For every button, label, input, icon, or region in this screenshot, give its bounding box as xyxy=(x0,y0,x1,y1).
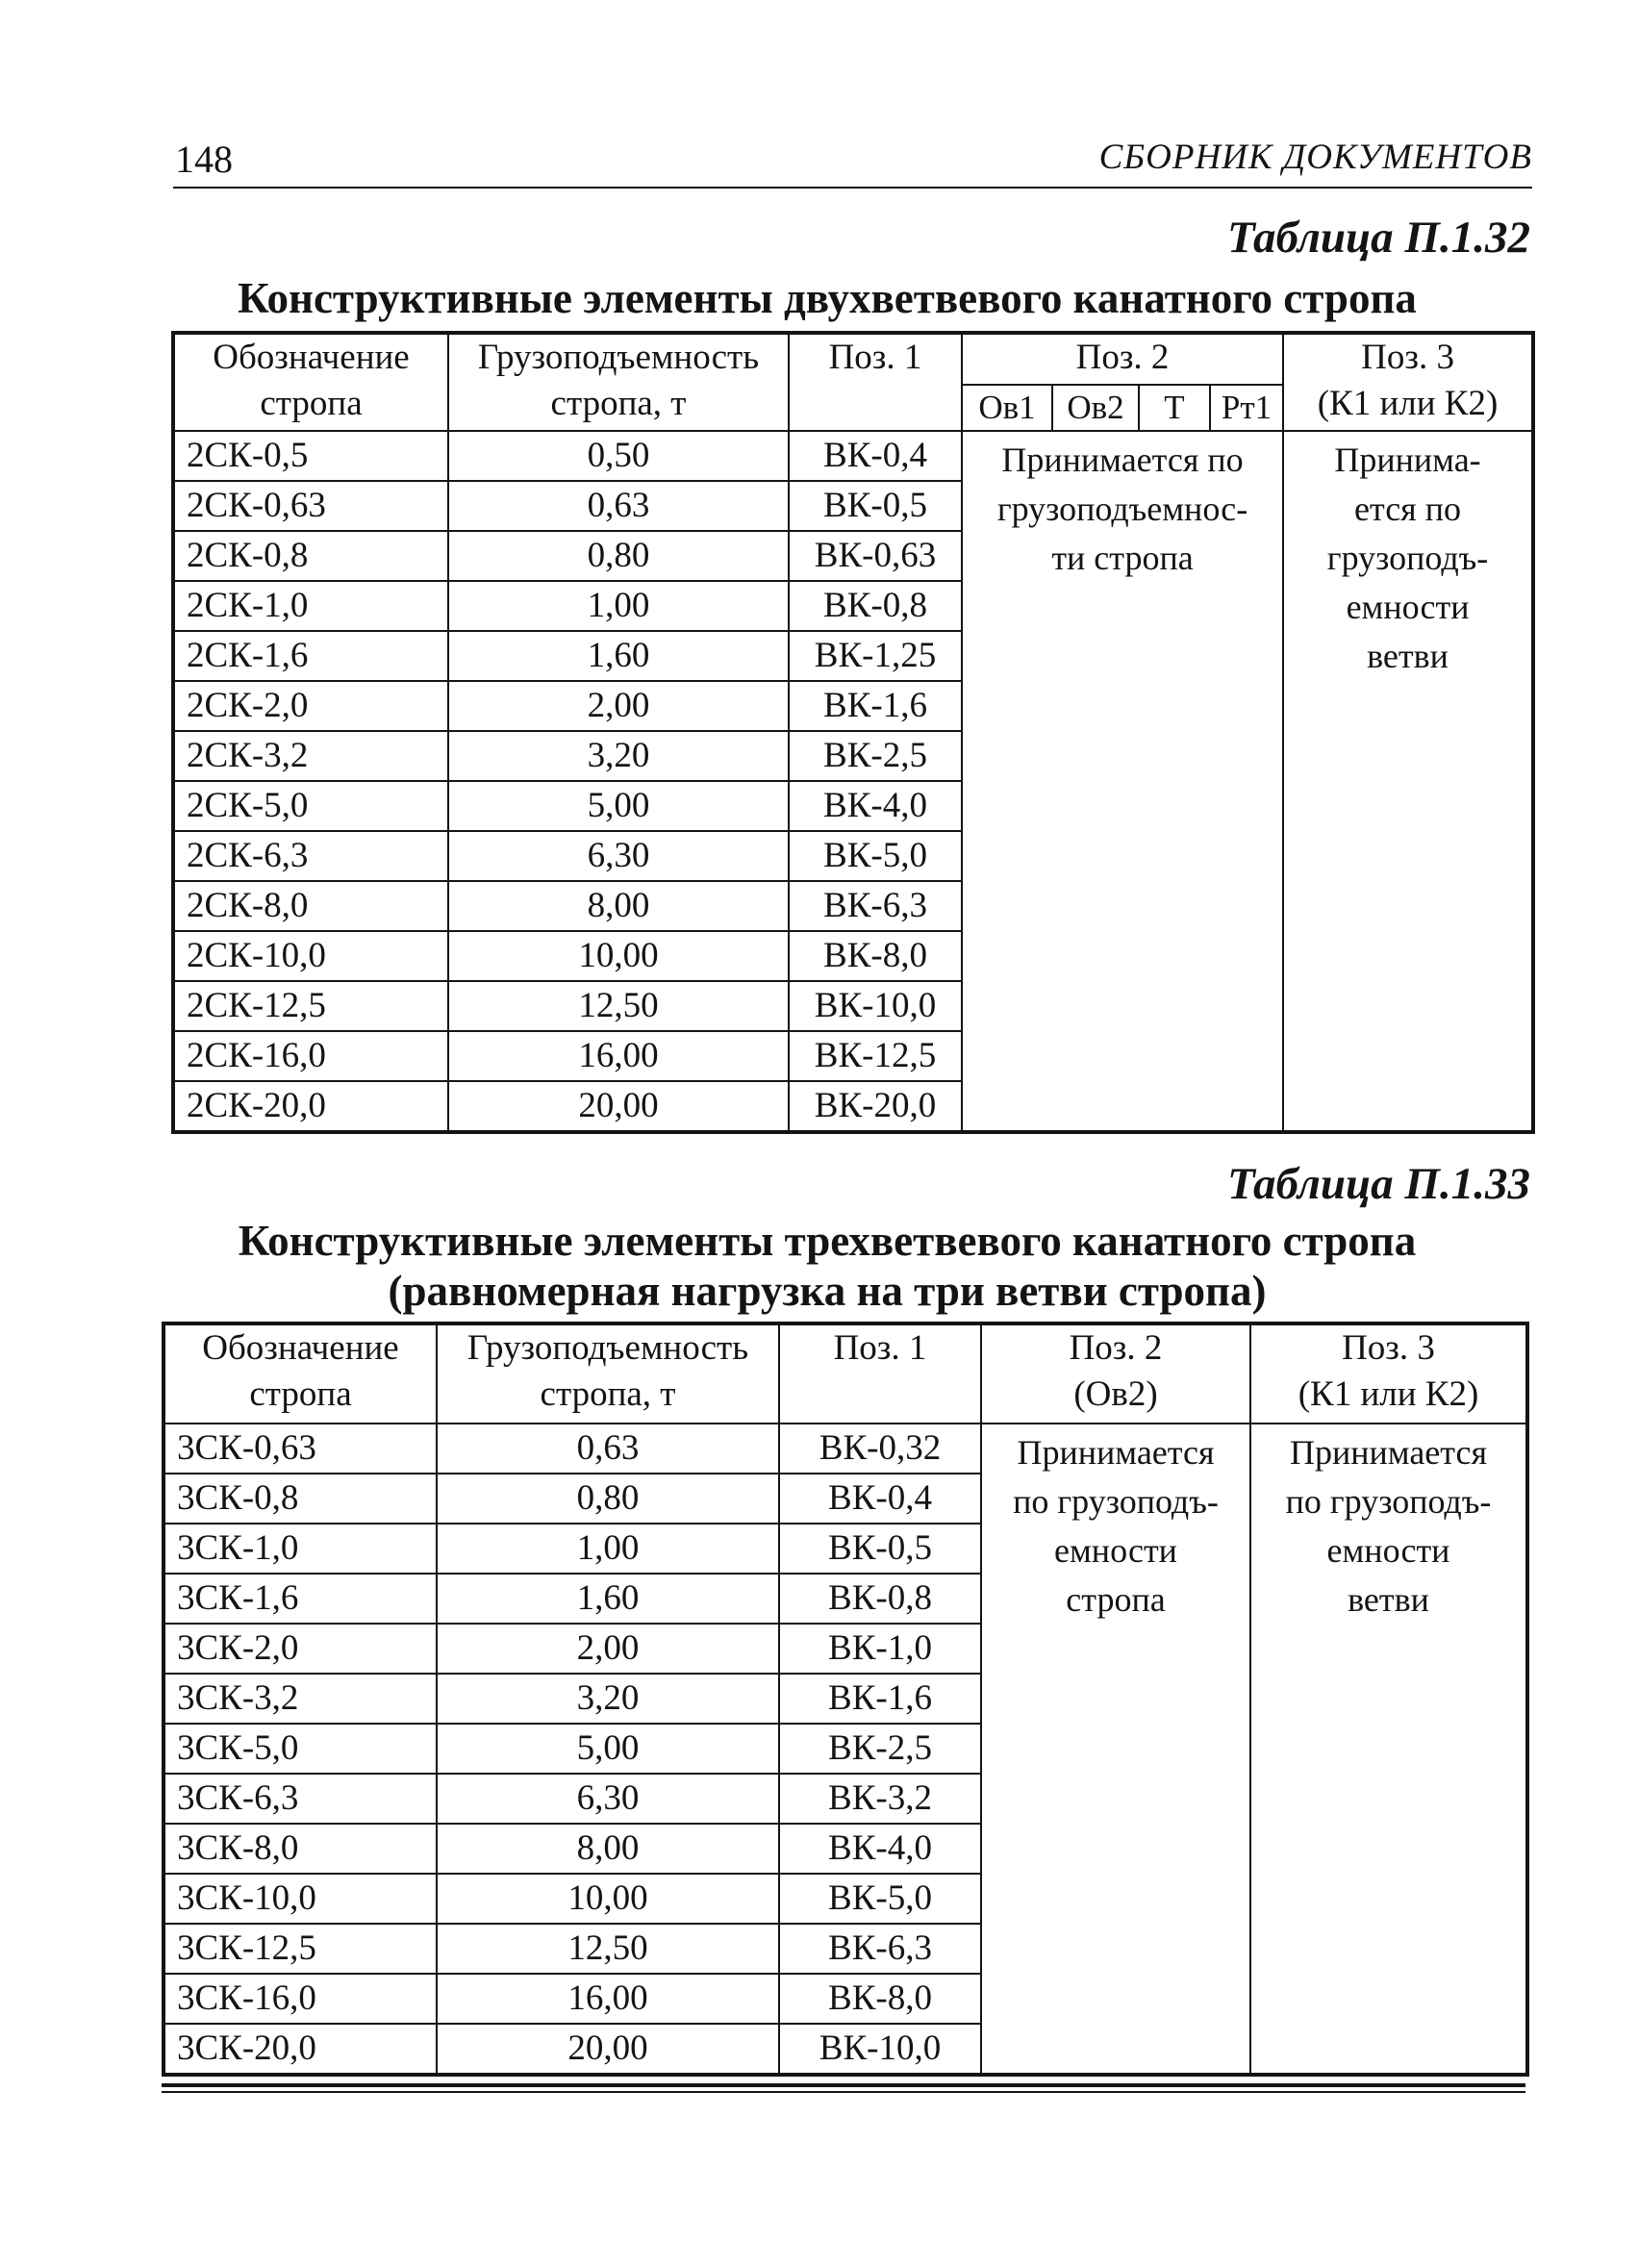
pos1-cell: ВК-10,0 xyxy=(789,981,962,1031)
designation-cell: 3СК-0,63 xyxy=(164,1424,437,1474)
pos1-cell: ВК-20,0 xyxy=(789,1081,962,1132)
designation-cell: 2СК-0,63 xyxy=(173,481,448,531)
designation-cell: 3СК-20,0 xyxy=(164,2024,437,2075)
pos1-cell: ВК-2,5 xyxy=(789,731,962,781)
table1 xyxy=(171,331,1535,1134)
designation-cell: 3СК-8,0 xyxy=(164,1824,437,1874)
capacity-cell: 0,50 xyxy=(448,431,789,481)
table2-header-designation: Обозначение стропа xyxy=(164,1323,437,1424)
pos2-note-line: ти стропа xyxy=(1051,539,1194,577)
pos1-cell: ВК-12,5 xyxy=(789,1031,962,1081)
pos1-cell: ВК-2,5 xyxy=(779,1724,981,1774)
pos3-note-line: по грузоподъ- xyxy=(1285,1482,1492,1521)
designation-cell: 3СК-10,0 xyxy=(164,1874,437,1924)
table2 xyxy=(162,1322,1529,2077)
table1-title: Конструктивные элементы двухветвевого канатного стропа xyxy=(238,274,1417,322)
pos3-note-line: Принимается xyxy=(1290,1433,1487,1472)
table2-header-pos3: Поз. 3 (К1 или К2) xyxy=(1250,1323,1527,1424)
pos1-cell: ВК-1,6 xyxy=(789,681,962,731)
designation-cell: 3СК-2,0 xyxy=(164,1624,437,1674)
designation-cell: 2СК-0,5 xyxy=(173,431,448,481)
designation-cell: 3СК-6,3 xyxy=(164,1774,437,1824)
pos1-cell: ВК-1,0 xyxy=(779,1624,981,1674)
pos1-cell: ВК-8,0 xyxy=(789,931,962,981)
pos1-cell: ВК-4,0 xyxy=(789,781,962,831)
table1-header-designation: Обозначение стропа xyxy=(173,333,448,431)
pos2-note-line: емности xyxy=(1054,1531,1177,1570)
pos1-cell: ВК-5,0 xyxy=(789,831,962,881)
capacity-cell: 0,63 xyxy=(448,481,789,531)
capacity-cell: 10,00 xyxy=(448,931,789,981)
table1-header-pos1: Поз. 1 xyxy=(789,333,962,431)
bottom-rule xyxy=(162,2083,1525,2087)
table1-subheader-t: Т xyxy=(1139,385,1210,431)
pos1-cell: ВК-3,2 xyxy=(779,1774,981,1824)
pos3-note-line: емности xyxy=(1346,588,1470,626)
pos1-cell: ВК-6,3 xyxy=(779,1924,981,1974)
pos3-note-line: грузоподъ- xyxy=(1326,539,1489,577)
pos2-note-line: грузоподъемнос- xyxy=(996,490,1248,528)
table2-title-line1: Конструктивные элементы трехветвевого канатного стропа xyxy=(238,1217,1417,1265)
table1-subheader-rt1: Рт1 xyxy=(1210,385,1283,431)
capacity-cell: 12,50 xyxy=(448,981,789,1031)
designation-cell: 2СК-10,0 xyxy=(173,931,448,981)
capacity-cell: 2,00 xyxy=(437,1624,779,1674)
capacity-cell: 20,00 xyxy=(437,2024,779,2075)
capacity-cell: 1,00 xyxy=(448,581,789,631)
pos1-cell: ВК-0,5 xyxy=(789,481,962,531)
pos2-note-line: стропа xyxy=(1066,1580,1166,1619)
pos3-note-line: ветви xyxy=(1348,1580,1429,1619)
capacity-cell: 16,00 xyxy=(437,1974,779,2024)
table2-label: Таблица П.1.33 xyxy=(1226,1159,1530,1209)
capacity-cell: 1,60 xyxy=(437,1574,779,1624)
designation-cell: 2СК-0,8 xyxy=(173,531,448,581)
pos1-cell: ВК-0,32 xyxy=(779,1424,981,1474)
pos1-cell: ВК-0,8 xyxy=(789,581,962,631)
pos2-note-line: Принимается xyxy=(1017,1433,1215,1472)
designation-cell: 2СК-2,0 xyxy=(173,681,448,731)
capacity-cell: 3,20 xyxy=(448,731,789,781)
designation-cell: 2СК-3,2 xyxy=(173,731,448,781)
table-row xyxy=(173,431,1533,481)
capacity-cell: 10,00 xyxy=(437,1874,779,1924)
designation-cell: 2СК-16,0 xyxy=(173,1031,448,1081)
pos2-note-line: по грузоподъ- xyxy=(1013,1482,1219,1521)
pos1-cell: ВК-0,5 xyxy=(779,1524,981,1574)
capacity-cell: 20,00 xyxy=(448,1081,789,1132)
capacity-cell: 3,20 xyxy=(437,1674,779,1724)
pos1-cell: ВК-0,63 xyxy=(789,531,962,581)
pos1-cell: ВК-4,0 xyxy=(779,1824,981,1874)
designation-cell: 3СК-16,0 xyxy=(164,1974,437,2024)
capacity-cell: 0,80 xyxy=(448,531,789,581)
pos1-cell: ВК-0,4 xyxy=(779,1474,981,1524)
capacity-cell: 6,30 xyxy=(448,831,789,881)
capacity-cell: 6,30 xyxy=(437,1774,779,1824)
designation-cell: 3СК-1,6 xyxy=(164,1574,437,1624)
table1-header-capacity: Грузоподъемность стропа, т xyxy=(448,333,789,431)
table1-header-pos2: Поз. 2 xyxy=(962,333,1283,385)
table1-header-pos3: Поз. 3 (К1 или К2) xyxy=(1283,333,1533,431)
page-number: 148 xyxy=(175,138,233,181)
capacity-cell: 5,00 xyxy=(437,1724,779,1774)
capacity-cell: 12,50 xyxy=(437,1924,779,1974)
designation-cell: 2СК-8,0 xyxy=(173,881,448,931)
capacity-cell: 1,60 xyxy=(448,631,789,681)
pos2-note xyxy=(981,1424,1250,2075)
designation-cell: 3СК-0,8 xyxy=(164,1474,437,1524)
pos1-cell: ВК-8,0 xyxy=(779,1974,981,2024)
pos3-note-line: емности xyxy=(1326,1531,1450,1570)
pos1-cell: ВК-0,4 xyxy=(789,431,962,481)
capacity-cell: 5,00 xyxy=(448,781,789,831)
table1-label: Таблица П.1.32 xyxy=(1226,213,1530,263)
capacity-cell: 8,00 xyxy=(437,1824,779,1874)
pos3-note-line: ветви xyxy=(1367,637,1449,675)
table1-subheader-ov1: Ов1 xyxy=(962,385,1052,431)
pos3-note-line: Принима- xyxy=(1334,441,1481,479)
capacity-cell: 16,00 xyxy=(448,1031,789,1081)
table1-subheader-ov2: Ов2 xyxy=(1052,385,1139,431)
pos1-cell: ВК-1,6 xyxy=(779,1674,981,1724)
pos3-note xyxy=(1250,1424,1527,2075)
table2-title-line2: (равномерная нагрузка на три ветви стропа) xyxy=(388,1267,1267,1315)
table-row xyxy=(164,1424,1527,1474)
table2-header-capacity: Грузоподъемность стропа, т xyxy=(437,1323,779,1424)
designation-cell: 2СК-5,0 xyxy=(173,781,448,831)
designation-cell: 2СК-6,3 xyxy=(173,831,448,881)
pos3-note-line: ется по xyxy=(1354,490,1461,528)
capacity-cell: 0,80 xyxy=(437,1474,779,1524)
designation-cell: 2СК-1,0 xyxy=(173,581,448,631)
pos1-cell: ВК-5,0 xyxy=(779,1874,981,1924)
running-head: СБОРНИК ДОКУМЕНТОВ xyxy=(1098,138,1532,177)
capacity-cell: 1,00 xyxy=(437,1524,779,1574)
pos1-cell: ВК-1,25 xyxy=(789,631,962,681)
capacity-cell: 0,63 xyxy=(437,1424,779,1474)
pos2-note-line: Принимается по xyxy=(1001,441,1244,479)
designation-cell: 3СК-5,0 xyxy=(164,1724,437,1774)
capacity-cell: 8,00 xyxy=(448,881,789,931)
pos1-cell: ВК-0,8 xyxy=(779,1574,981,1624)
pos3-note xyxy=(1283,431,1533,1132)
header-rule xyxy=(173,187,1532,189)
designation-cell: 2СК-12,5 xyxy=(173,981,448,1031)
designation-cell: 3СК-1,0 xyxy=(164,1524,437,1574)
designation-cell: 3СК-3,2 xyxy=(164,1674,437,1724)
pos1-cell: ВК-6,3 xyxy=(789,881,962,931)
bottom-rule-thin xyxy=(162,2091,1525,2093)
designation-cell: 2СК-1,6 xyxy=(173,631,448,681)
pos1-cell: ВК-10,0 xyxy=(779,2024,981,2075)
designation-cell: 3СК-12,5 xyxy=(164,1924,437,1974)
designation-cell: 2СК-20,0 xyxy=(173,1081,448,1132)
capacity-cell: 2,00 xyxy=(448,681,789,731)
table2-header-pos2: Поз. 2 (Ов2) xyxy=(981,1323,1250,1424)
table2-header-pos1: Поз. 1 xyxy=(779,1323,981,1424)
pos2-note xyxy=(962,431,1283,1132)
